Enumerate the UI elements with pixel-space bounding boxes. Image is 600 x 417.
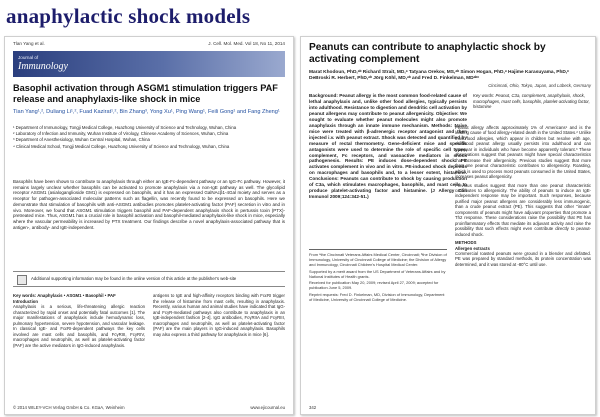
header-left: Tlan Yang et al. <box>13 41 45 46</box>
journal-banner <box>13 51 285 77</box>
abstract: Background: Peanut allergy is the most common food-related cause of lethal anaphylaxis and, unlike other food allergies, typically persists into adulthood. Resistance to digestion and dendritic cell activation by peanut allergens may contribute to peanut allergenicity. Objective: We sought to evaluate whether peanut molecules might also promote anaphylaxis through an innate immune mechanism. Methods: Naive mice were treated with β-adrenergic receptor antagonist and then injected i.v. with peanut extract. Shock was detected and quantified by measure of rectal thermometry. Gene-deficient mice and specific antagonists were used to determine the role of specific cell types, complement, Fc receptors, and vasoactive mediators in shock pathogenesis. Results: PE induces dose-dependent shock. PE activates complement in vivo and in vitro. PE-induced shock depends on macrophages and basophils and, to a lesser extent, histamine. Conclusions: Peanuts can contribute to shock by causing production of C3a, which stimulates macrophages, basophils, and mast cells to produce platelet-activating factor and histamine. (J Allergy Clin Immunol 2009;124:342-51.) <box>309 93 467 200</box>
affiliation-short: Cincinnati, Ohio, Tokyo, Japan, and Lübeck, Germany <box>488 83 591 88</box>
footnote: Reprint requests: Fred D. Finkelman, MD, Division of Immunology, Department of Medicine, University of Cincinnati College of Medicine. <box>309 291 445 302</box>
affiliation: ¹ Department of Immunology, Tongji Medical College, Huazhong University of Science and Technology, Wuhan, China <box>13 125 237 130</box>
supporting-info-box <box>13 271 285 287</box>
methods-heading: METHODS <box>455 240 477 246</box>
paper-title: Basophil activation through ASGM1 stimulation triggers PAF release and anaphylaxis-like shock in mice <box>13 83 278 104</box>
body-text: Previous studies suggest that more than one peanut characteristic contributes to allergenicity. The ability of peanuts to induce an IgE-independent response may be important. Such responses, because purified major peanut allergens are considerably less immunogenic, than a crude peanut extract (PE). This suggests that other "innate" components of peanuts might have adjuvant properties that promote a Th2 response. These considerations raise the possibility that PE has proinflammatory effects that mediate its adjuvant activity and raise the possibility that such effects might even contribute directly to peanut-induced shock. <box>455 182 591 237</box>
body-column-2 <box>455 125 591 267</box>
intro-column-2 <box>153 293 285 337</box>
supporting-info-text: Additional supporting information may be found in the online version of this article at the publisher's web-site <box>31 276 237 281</box>
running-header <box>13 41 285 49</box>
page-footer <box>13 405 285 410</box>
paper-title: Peanuts can contribute to anaphylactic shock by activating complement <box>309 42 546 65</box>
body-text: Peanut allergy affects approximately 1% of Americans¹ and is the leading cause of food allergy-related death in the United States.² Unlike most food allergies, which appear in children but resolve with age, childhood peanut allergy usually persists into adulthood and can reappear in individuals who have become apparently tolerant.³ These observations suggest that peanuts might have special characteristics that increase their allergenicity. Previous studies suggest that more than one peanut characteristic contributes to allergenicity. Roasting, which is used to process most peanuts consumed in the United States, increases peanut allergenicity. <box>455 125 591 180</box>
journal-url: www.ejicournal.eu <box>250 405 285 410</box>
author-list: Tian Yang¹,², Duliang Li¹,², Fuad Kazirat¹,², Bin Zhang³, Yong Xu¹, Ping Wang¹, Feili Gong¹ and Fang Zheng¹ <box>13 109 280 115</box>
abstract: Basophils have been shown to contribute to anaphylaxis through either an IgE-Fc-dependent pathway or an IgG-Fc pathway. However, it remains largely unclear whether basophils can be activated to promote anaphylaxis via a non-IgE pathway as well. The glycolipid receptor ASGM1 (asialoganglioside GM1) is expressed on basophils, and it has an expressed GalNAcβ1-4Gal moiety and serves as a receptor for pathogen-associated molecular patterns such as flagellin, was recently found to be expressed on basophils. Here we demonstrate that stimulation of basophils with anti-ASGM1 antibodies promotes platelet-activating factor (PAF) secretion in vitro and in vivo. Moreover, we found that ASGM1 stimulation triggers basophil and PAF-dependent anaphylaxis shock in pertussis toxin (PTX)-pretreated mice. Thus, ASGM1 has a crucial role in basophil activation and basophil-mediated anaphylaxis-like shock in mice, especially where the vascular permeability is increased by PTX treatment. Our findings describe a novel anaphylaxis-associated pathway that is antigen-, antibody- and IgE-independent. <box>13 179 285 230</box>
journal-line: Journal of <box>18 55 39 60</box>
journal-name: Immunology <box>18 61 68 72</box>
supporting-info-note <box>31 276 281 281</box>
paper-thumbnail-asgm1[interactable] <box>4 36 294 415</box>
paper-thumbnail-peanuts[interactable] <box>300 36 596 415</box>
header-right: J. Cell. Mol. Med. Vol 18, No 11, 2014 <box>208 41 285 46</box>
intro-text: antigens to IgE and high-affinity receptors binding with FcεRI trigger the release of histamine from mast cells, resulting in anaphylaxis. Recently, various human and animal studies have indicated that IgG- and FcγR-mediated pathways also contribute to anaphylaxis in an IgE-independent fashion [2-4]. IgG antibodies, FcγRIIA and FcγRIII, macrophages and neutrophils, as well as platelet-activating factor (PAF) are the main players in IgG-induced anaphylaxis. Basophils may also express a third pathway for anaphylaxis in mice [6]. <box>153 293 285 337</box>
intro-column-1 <box>13 293 145 348</box>
footnote: Supported by a merit award from the US Department of Veterans Affairs and by National Institutes of Health grants. <box>309 268 446 279</box>
supporting-info-icon <box>17 275 27 285</box>
page-title: anaphylactic shock models <box>6 4 251 28</box>
page-number: 342 <box>309 405 317 410</box>
footnote: From ᵃthe Cincinnati Veterans Affairs Medical Center, Cincinnati; ᵇthe Division of Immunology, University of Cincinnati College of Medicine; the Division of Allergy and Immunology, Cincinnati Children's Hospital Medical Center. <box>309 252 447 267</box>
copyright: © 2014 WILEY-VCH Verlag GmbH & Co. KGaA, Weinheim <box>13 405 125 410</box>
affiliations <box>13 125 285 150</box>
footnote: Received for publication May 20, 2009; revised April 27, 2009; accepted for publication June 5, 2009. <box>309 280 439 290</box>
keywords: Key words: Peanut, C3a, complement, anaphylaxis, shock, macrophages, mast cells, basophils, platelet-activating factor, histamine <box>473 93 590 109</box>
author-list: Marat Khodoun, PhD,ᵃᵇ Richard Strait, MD,ᵃ Tatyana Orekov, MS,ᵃᵇ Simon Hogan, PhD,ᵃ Hajime Karasuyama, PhD,ᵉ DeBroski R. Herbert, PhD,ᵃᵇ Jörg Köhl, MD,ᵃᵇ and Fred D. Finkelman, MDᵃᵇᶜ <box>309 70 569 81</box>
methods-text: Commercial roasted peanuts were ground in a blender and defatted. PE was prepared by standard methods, its protein concentration was determined, and it was stored at -80°C until use. <box>455 250 591 267</box>
methods-subheading: Allergen extracts <box>455 245 490 251</box>
affiliation: ² Laboratory of Infection and Immunity, Wuhan Institute of Virology, Chinese Academy of Sciences, Wuhan, China <box>13 131 229 137</box>
affiliation: ³ Department of Anesthesiology, Wuhan Central Hospital, Wuhan, China <box>13 137 150 143</box>
intro-text: Anaphylaxis is a serious, life-threatening allergic reaction characterized by rapid onset and potentially fatal outcomes [1]. The major manifestations of anaphylaxis include hemodynamic loss, pulmonary hypertension, severe hypotension, and vascular leakage. In classical IgE- and FcεRI-dependent pathways the key cells involved are mast cells and basophils, and FcγRIII, FcγRIV, macrophages and neutrophils, as well as platelet-activating factor (PAF) are the active mediators in IgG-induced anaphylaxis. <box>13 304 145 348</box>
intro-heading: Key words: Anaphylaxis • ASGM1 • Basophil • PAF <box>13 293 116 298</box>
footnotes <box>309 249 447 303</box>
intro-heading: Introduction <box>13 298 39 304</box>
affiliation: ⁴ Clinical Medical School, Tongji Medical College, Huazhong University of Science and Technology, Wuhan, China <box>13 143 230 149</box>
